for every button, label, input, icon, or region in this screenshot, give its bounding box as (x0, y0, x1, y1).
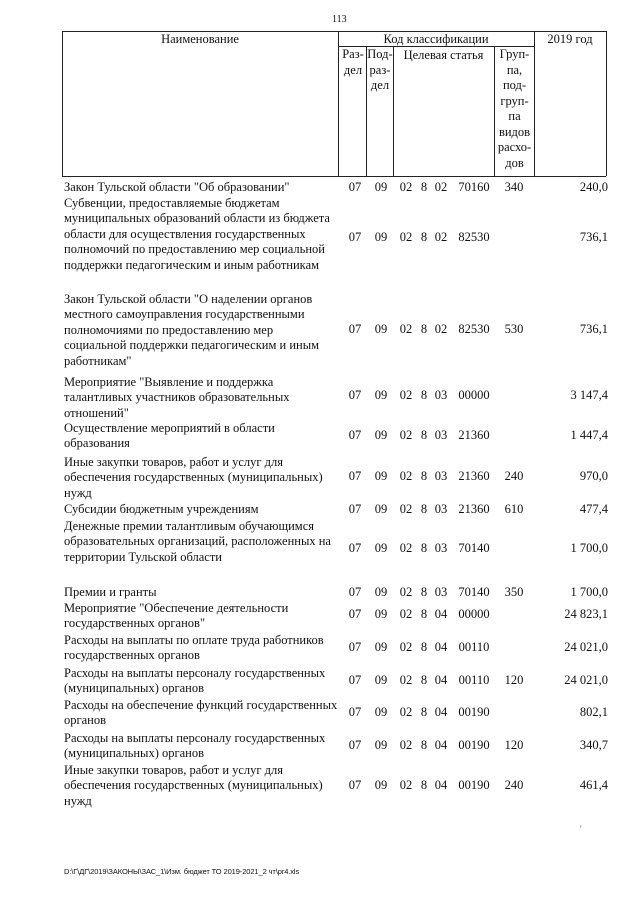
row-code-vr: 350 (504, 585, 524, 599)
row-code-c1: 02 (399, 640, 413, 654)
header-code-group: Код классификации (383, 32, 489, 46)
table-row (0, 585, 640, 600)
row-amount: 736,1 (579, 230, 608, 244)
row-code-c1: 02 (399, 585, 413, 599)
row-code-rz: 07 (348, 230, 362, 244)
row-name: Мероприятие "Обеспечение деятельности государственных органов" (64, 601, 289, 631)
row-code-c1: 02 (399, 469, 413, 483)
row-code-pr: 09 (374, 607, 388, 621)
table-row (0, 698, 640, 729)
row-code-c1: 02 (399, 230, 413, 244)
row-code-vr: 120 (504, 673, 524, 687)
row-code-c3: 02 (434, 230, 448, 244)
row-code-rz: 07 (348, 469, 362, 483)
row-code-c4: 70160 (458, 180, 490, 194)
row-code-vr: 120 (504, 738, 524, 752)
row-code-c1: 02 (399, 778, 413, 792)
row-code-pr: 09 (374, 230, 388, 244)
row-code-vr: 530 (504, 322, 524, 336)
row-code-rz: 07 (348, 541, 362, 555)
row-code-pr: 09 (374, 640, 388, 654)
row-code-pr: 09 (374, 673, 388, 687)
row-code-c2: 8 (420, 607, 428, 621)
row-code-pr: 09 (374, 541, 388, 555)
row-code-c4: 00190 (458, 738, 490, 752)
header-group: Груп- па, под- груп- па видов расхо- дов (497, 47, 532, 170)
row-code-c3: 03 (434, 388, 448, 402)
row-code-c2: 8 (420, 388, 428, 402)
row-code-c2: 8 (420, 673, 428, 687)
row-code-rz: 07 (348, 640, 362, 654)
header-subsection-rule (393, 46, 394, 176)
table-row (0, 633, 640, 664)
row-code-rz: 07 (348, 502, 362, 516)
row-code-pr: 09 (374, 322, 388, 336)
row-name: Закон Тульской области "О наделении органов местного самоуправления государственными полномочиями по предоставлению мер социальной поддержки педагогическим и иным работникам" (64, 292, 320, 368)
row-code-c4: 21360 (458, 502, 490, 516)
row-code-rz: 07 (348, 607, 362, 621)
row-amount: 1 700,0 (570, 585, 608, 599)
row-code-c2: 8 (420, 778, 428, 792)
row-code-c4: 70140 (458, 541, 490, 555)
row-code-c1: 02 (399, 607, 413, 621)
table-row (0, 666, 640, 697)
page-number: 113 (332, 14, 347, 25)
row-code-c3: 03 (434, 469, 448, 483)
table-row (0, 292, 640, 370)
row-name: Закон Тульской области "Об образовании" (64, 180, 290, 194)
row-code-vr: 240 (504, 469, 524, 483)
row-code-c4: 70140 (458, 585, 490, 599)
table-row (0, 375, 640, 419)
table-row (0, 601, 640, 630)
row-amount: 1 700,0 (570, 541, 608, 555)
row-name: Расходы на выплаты персоналу государственных (муниципальных) органов (64, 731, 326, 761)
row-code-c2: 8 (420, 428, 428, 442)
row-code-c2: 8 (420, 230, 428, 244)
row-code-c4: 82530 (458, 230, 490, 244)
header-target: Целевая статья (403, 48, 484, 62)
row-code-pr: 09 (374, 428, 388, 442)
row-name: Осуществление мероприятий в области образования (64, 421, 275, 451)
table-row (0, 180, 640, 196)
row-amount: 340,7 (579, 738, 608, 752)
row-code-c4: 00000 (458, 388, 490, 402)
row-name: Премии и гранты (64, 585, 157, 599)
header-code-right-rule (534, 31, 535, 176)
row-code-c4: 00110 (458, 640, 490, 654)
row-code-c3: 04 (434, 607, 448, 621)
row-code-c3: 02 (434, 322, 448, 336)
row-code-pr: 09 (374, 469, 388, 483)
row-code-c1: 02 (399, 673, 413, 687)
header-name: Наименование (161, 32, 239, 46)
row-code-c3: 03 (434, 502, 448, 516)
row-code-c2: 8 (420, 738, 428, 752)
row-code-vr: 340 (504, 180, 524, 194)
row-code-c3: 03 (434, 428, 448, 442)
row-code-pr: 09 (374, 502, 388, 516)
row-amount: 24 021,0 (564, 640, 608, 654)
row-code-c4: 21360 (458, 469, 490, 483)
row-code-rz: 07 (348, 180, 362, 194)
row-code-rz: 07 (348, 322, 362, 336)
row-code-c2: 8 (420, 469, 428, 483)
header-year: 2019 год (547, 32, 593, 46)
scan-mark: ' (580, 824, 582, 834)
row-code-pr: 09 (374, 738, 388, 752)
row-name: Иные закупки товаров, работ и услуг для обеспечения государственных (муниципальных) нужд (64, 763, 323, 808)
row-code-c3: 03 (434, 541, 448, 555)
row-code-c3: 02 (434, 180, 448, 194)
header-section: Раз- дел (342, 47, 364, 77)
header-left-rule (62, 31, 63, 176)
row-amount: 736,1 (579, 322, 608, 336)
row-code-rz: 07 (348, 738, 362, 752)
row-code-pr: 09 (374, 705, 388, 719)
row-name: Расходы на обеспечение функций государственных органов (64, 698, 338, 728)
row-code-c2: 8 (420, 541, 428, 555)
row-code-c3: 04 (434, 640, 448, 654)
table-row (0, 455, 640, 501)
row-name: Субсидии бюджетным учреждениям (64, 502, 259, 516)
row-code-c1: 02 (399, 180, 413, 194)
row-amount: 24 823,1 (564, 607, 608, 621)
row-code-c1: 02 (399, 541, 413, 555)
row-code-c1: 02 (399, 322, 413, 336)
row-code-c3: 03 (434, 585, 448, 599)
row-code-c3: 04 (434, 738, 448, 752)
table-row (0, 421, 640, 452)
row-code-c1: 02 (399, 705, 413, 719)
file-path-footer: D:\Г\ДГ\2019\ЗАКОНЫ\ЗАС_1\Изм. бюджет ТО 2019-2021_2 чт\pr4.xls (64, 867, 300, 876)
row-name: Мероприятие "Выявление и поддержка талантливых участников образовательных отношений" (64, 375, 290, 420)
row-code-pr: 09 (374, 180, 388, 194)
header-subsection: Под- раз- дел (367, 47, 393, 92)
row-code-c1: 02 (399, 502, 413, 516)
row-code-c2: 8 (420, 705, 428, 719)
table-row (0, 731, 640, 762)
row-code-rz: 07 (348, 428, 362, 442)
row-amount: 240,0 (579, 180, 608, 194)
row-code-c4: 00110 (458, 673, 490, 687)
row-name: Расходы на выплаты по оплате труда работников государственных органов (64, 633, 324, 663)
row-code-c2: 8 (420, 180, 428, 194)
row-code-c3: 04 (434, 705, 448, 719)
row-amount: 477,4 (579, 502, 608, 516)
row-name: Субвенции, предоставляемые бюджетам муниципальных образований области из бюджета области для осуществления государственных полномочий по предоставлению мер социальной поддержки педагогическим и иным работникам (64, 196, 330, 272)
row-code-pr: 09 (374, 388, 388, 402)
row-amount: 970,0 (579, 469, 608, 483)
row-code-c1: 02 (399, 428, 413, 442)
row-name: Расходы на выплаты персоналу государственных (муниципальных) органов (64, 666, 326, 696)
row-code-c4: 82530 (458, 322, 490, 336)
row-code-c2: 8 (420, 640, 428, 654)
row-amount: 802,1 (579, 705, 608, 719)
row-code-rz: 07 (348, 778, 362, 792)
header-name-rule (338, 31, 339, 176)
row-code-c1: 02 (399, 388, 413, 402)
table-row (0, 763, 640, 810)
row-name: Иные закупки товаров, работ и услуг для обеспечения государственных (муниципальных) нужд (64, 455, 323, 500)
row-code-vr: 240 (504, 778, 524, 792)
row-code-c2: 8 (420, 502, 428, 516)
row-amount: 3 147,4 (570, 388, 608, 402)
row-code-c4: 00190 (458, 705, 490, 719)
table-row (0, 519, 640, 581)
row-code-c4: 21360 (458, 428, 490, 442)
row-code-rz: 07 (348, 705, 362, 719)
row-code-rz: 07 (348, 673, 362, 687)
table-row (0, 196, 640, 282)
row-code-c2: 8 (420, 322, 428, 336)
row-code-c4: 00190 (458, 778, 490, 792)
row-amount: 24 021,0 (564, 673, 608, 687)
row-code-vr: 610 (504, 502, 524, 516)
table-row (0, 502, 640, 517)
row-code-c3: 04 (434, 673, 448, 687)
row-code-c4: 00000 (458, 607, 490, 621)
row-name: Денежные премии талантливым обучающимся образовательных организаций, расположенных на территории Тульской области (64, 519, 331, 564)
header-right-rule (606, 31, 607, 176)
header-bottom-rule (62, 176, 606, 177)
row-code-c2: 8 (420, 585, 428, 599)
row-code-rz: 07 (348, 388, 362, 402)
row-amount: 1 447,4 (570, 428, 608, 442)
row-code-c1: 02 (399, 738, 413, 752)
row-code-c3: 04 (434, 778, 448, 792)
row-code-pr: 09 (374, 778, 388, 792)
row-amount: 461,4 (579, 778, 608, 792)
row-code-rz: 07 (348, 585, 362, 599)
row-code-pr: 09 (374, 585, 388, 599)
